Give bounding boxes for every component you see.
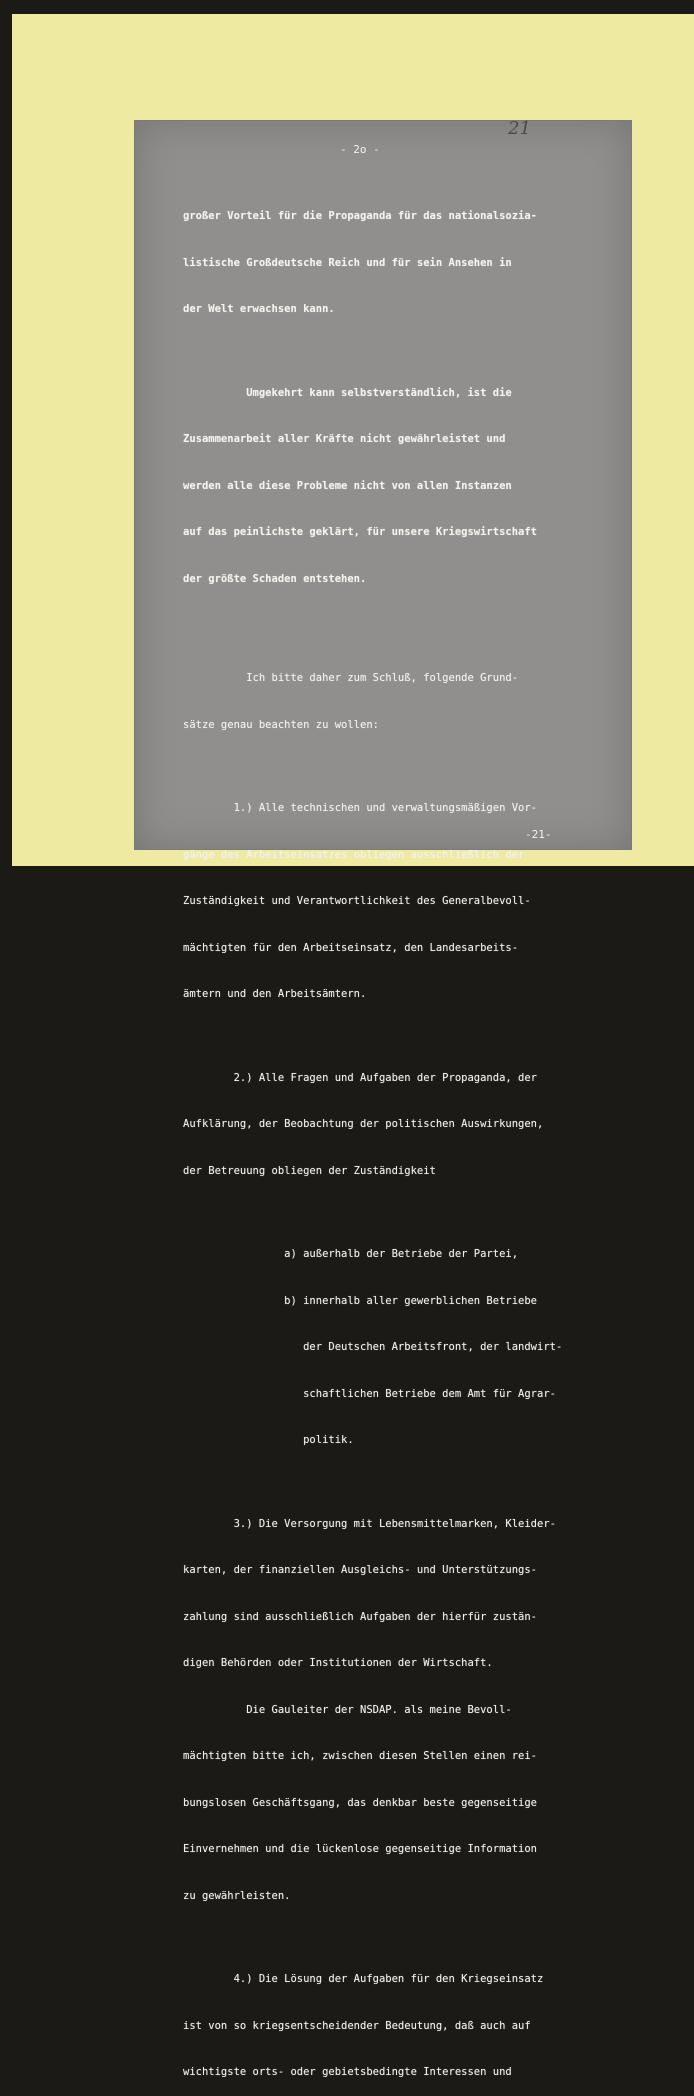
text-line: 3.) Die Versorgung mit Lebensmittelmarken, Kleider- (183, 1517, 556, 1530)
text-line: Ich bitte daher zum Schluß, folgende Grund- (183, 672, 519, 684)
pencil-folio-mark: 21 (508, 118, 531, 139)
text-line: 1.) Alle technischen und verwaltungsmäßigen Vor- (183, 802, 538, 814)
text-line: Umgekehrt kann selbstverständlich, ist die (183, 386, 512, 399)
text-line: wichtigste orts- oder gebietsbedingte Interessen und (183, 2066, 512, 2078)
text-line: 2.) Alle Fragen und Aufgaben der Propaganda, der (183, 1071, 538, 1084)
text-line: werden alle diese Probleme nicht von allen Instanzen (183, 479, 512, 492)
text-line: zu gewährleisten. (183, 1889, 291, 1902)
text-line: ist von so kriegsentscheidender Bedeutung, daß auch auf (183, 2019, 531, 2032)
text-line: der Welt erwachsen kann. (183, 303, 335, 315)
text-line: a) außerhalb der Betriebe der Partei, (183, 1248, 519, 1260)
text-line: politik. (183, 1434, 354, 1446)
text-line: karten, der finanziellen Ausgleichs- und Unterstützungs- (183, 1564, 538, 1576)
text-line: listische Großdeutsche Reich und für sein Ansehen in (183, 256, 512, 269)
text-line: auf das peinlichste geklärt, für unsere Kriegswirtschaft (183, 526, 538, 538)
text-line: digen Behörden oder Institutionen der Wirtschaft. (183, 1657, 493, 1669)
text-line: der Deutschen Arbeitsfront, der landwirt- (183, 1341, 563, 1353)
text-line: Einvernehmen und die lückenlose gegenseitige Information (183, 1843, 538, 1855)
text-line: Aufklärung, der Beobachtung der politischen Auswirkungen, (183, 1118, 544, 1130)
text-line: b) innerhalb aller gewerblichen Betriebe (183, 1294, 538, 1307)
text-line: bungslosen Geschäftsgang, das denkbar beste gegenseitige (183, 1796, 538, 1809)
next-page-number: -21- (525, 828, 552, 841)
text-line: Zusammenarbeit aller Kräfte nicht gewährleistet und (183, 433, 506, 445)
text-line: 4.) Die Lösung der Aufgaben für den Kriegseinsatz (183, 1973, 544, 1985)
text-line: der größte Schaden entstehen. (183, 572, 367, 585)
text-line: mächtigten bitte ich, zwischen diesen Stellen einen rei- (183, 1750, 538, 1762)
text-line: großer Vorteil für die Propaganda für das nationalsozia- (183, 210, 538, 222)
text-line: Die Gauleiter der NSDAP. als meine Bevoll- (183, 1703, 512, 1716)
text-line: Zuständigkeit und Verantwortlichkeit des Generalbevoll- (183, 895, 531, 907)
text-line: zahlung sind ausschließlich Aufgaben der hierfür zustän- (183, 1610, 538, 1623)
text-line: sätze genau beachten zu wollen: (183, 718, 379, 731)
text-line: schaftlichen Betriebe dem Amt für Agrar- (183, 1387, 556, 1400)
text-line: mächtigten für den Arbeitseinsatz, den Landesarbeits- (183, 941, 519, 954)
text-line: ämtern und den Arbeitsämtern. (183, 988, 367, 1000)
text-line: gänge des Arbeitseinsatzes obliegen ausschließlich der (183, 848, 525, 861)
page-number: - 2o - (340, 143, 380, 156)
text-line: der Betreuung obliegen der Zuständigkeit (183, 1164, 436, 1177)
document-body (183, 178, 615, 2096)
